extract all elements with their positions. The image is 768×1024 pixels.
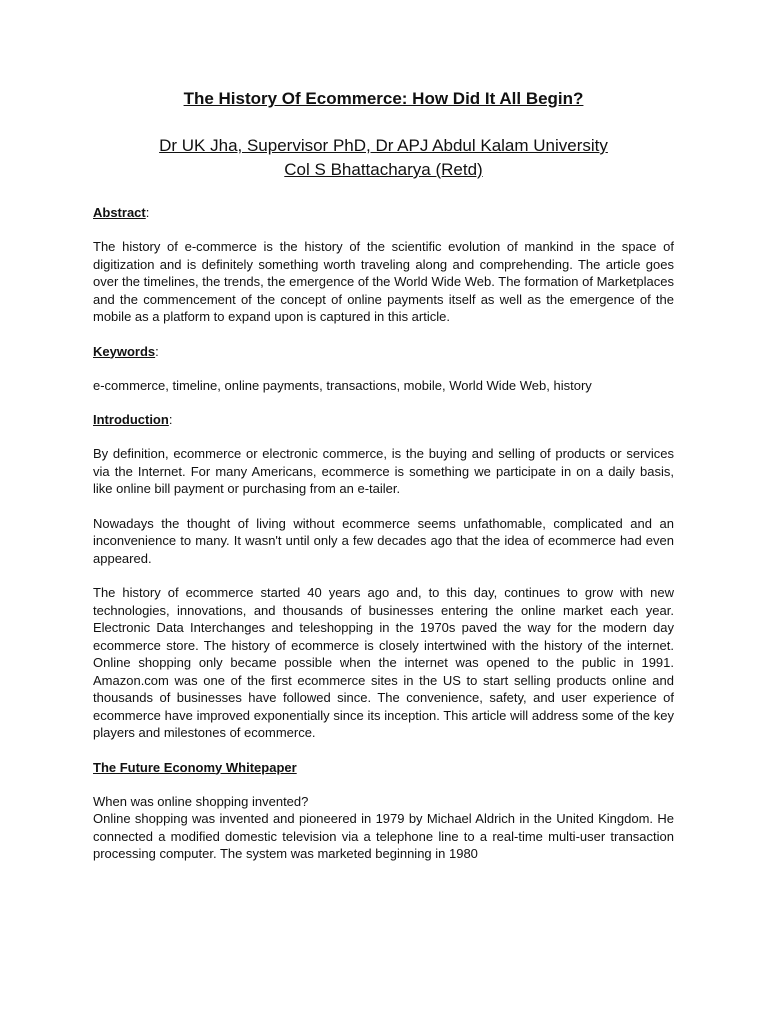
introduction-heading-punct: : [168,412,173,427]
abstract-heading-label: Abstract [93,205,146,220]
introduction-heading [93,411,674,429]
keywords-text: e-commerce, timeline, online payments, transactions, mobile, World Wide Web, history [93,377,592,393]
author-block [93,134,674,182]
introduction-heading-label: Introduction [93,412,169,427]
abstract-heading-punct: : [145,205,150,220]
document-body [93,88,674,863]
introduction-paragraph-3: The history of ecommerce started 40 years ago and, to this day, continues to grow with new technologies, innovations, and thousands of businesses entering the online market each year. Electronic Data Interchanges and teleshopping in the 1970s paved the way for the modern day ecommerce store. The history of ecommerce is closely intertwined with the history of the internet. Online shopping only became possible when the internet was opened to the public in 1991. Amazon.com was one of the first ecommerce sites in the US to start selling products online and thousands of businesses have followed since. The convenience, safety, and user experience of ecommerce have improved exponentially since its inception. This article will address some of the key players and milestones of ecommerce. [93,585,674,740]
keywords-heading-label: Keywords [93,343,156,359]
future-economy-text: Online shopping was invented and pioneered in 1979 by Michael Aldrich in the United Kingdom. He connected a modified domestic television via a telephone line to a real-time multi-user transaction processing computer. The system was marketed beginning in 1980 [93,811,674,861]
keywords-heading-punct: : [155,343,159,359]
abstract-heading [93,204,674,222]
author-line-1: Dr UK Jha, Supervisor PhD, Dr APJ Abdul Kalam University [159,136,608,155]
introduction-paragraph-2: Nowadays the thought of living without ecommerce seems unfathomable, complicated and an inconvenience to many. It wasn't until only a few decades ago that the idea of ecommerce had even appeared. [93,515,674,566]
abstract-text: The history of e-commerce is the history of the scientific evolution of mankind in the space of digitization and is definitely something worth traveling along and comprehending. The article goes over the timelines, the trends, the emergence of the World Wide Web. The formation of Marketplaces and the commencement of the concept of online payments itself as well as the emergence of the mobile as a platform to expand upon is captured in this article. [93,239,674,324]
introduction-paragraph-1: By definition, ecommerce or electronic commerce, is the buying and selling of products or services via the Internet. For many Americans, ecommerce is something we participate in on a daily basis, like online bill payment or purchasing from an e-tailer. [93,446,674,496]
future-economy-question: When was online shopping invented? [93,793,309,809]
author-line-2: Col S Bhattacharya (Retd) [284,160,483,179]
document-title: The History Of Ecommerce: How Did It All Begin? [183,89,584,108]
keywords-heading [93,343,674,361]
future-economy-heading: The Future Economy Whitepaper [93,759,297,775]
